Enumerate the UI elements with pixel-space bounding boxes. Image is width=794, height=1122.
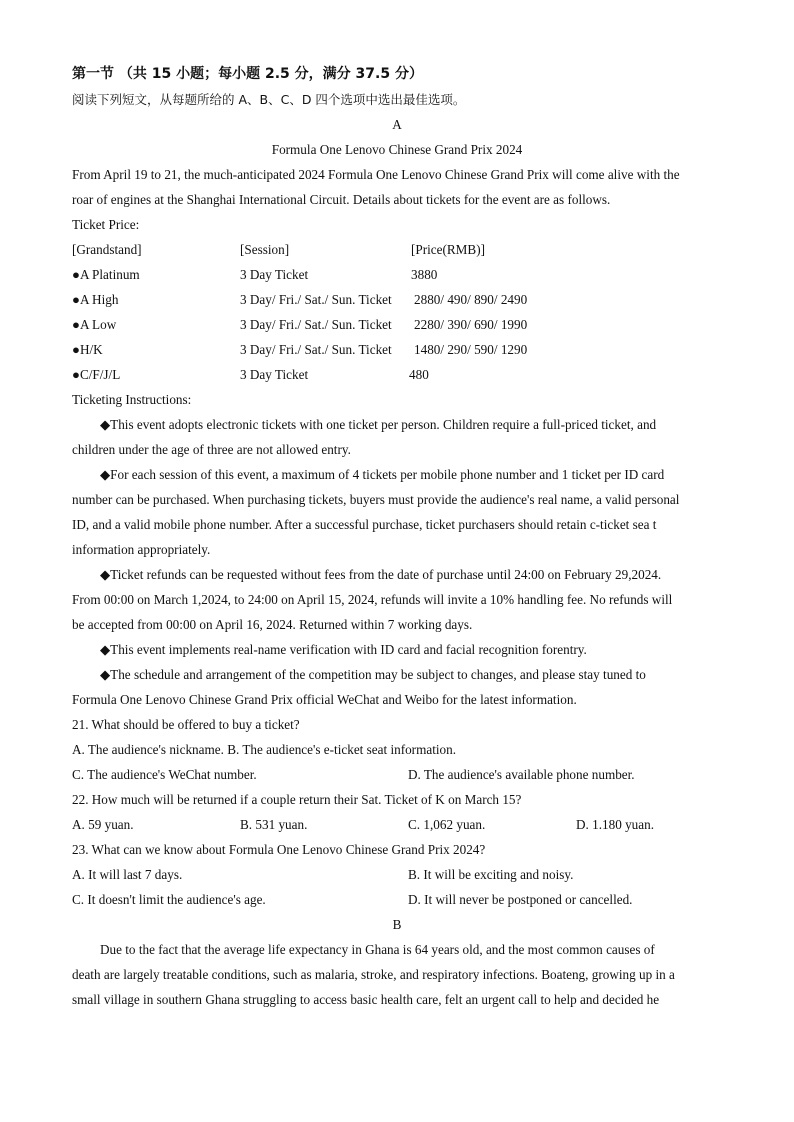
bullet-line: ◆For each session of this event, a maximum of 4 tickets per mobile phone number and 1 ticket per ID card — [100, 467, 665, 482]
bullet-line: information appropriately. — [72, 542, 211, 557]
ticket-table-header — [72, 237, 722, 262]
question-stem: 22. How much will be returned if a couple return their Sat. Ticket of K on March 15? — [72, 792, 522, 807]
passage-b-letter: B — [392, 917, 402, 932]
ticket-grandstand: ●H/K — [72, 342, 103, 357]
question-stem: 23. What can we know about Formula One Lenovo Chinese Grand Prix 2024? — [72, 842, 486, 857]
bullet-line: Formula One Lenovo Chinese Grand Prix official WeChat and Weibo for the latest information. — [72, 692, 577, 707]
question-options — [72, 887, 722, 912]
passage-b-line: Due to the fact that the average life expectancy in Ghana is 64 years old, and the most common causes of — [100, 942, 655, 957]
ticket-session: 3 Day/ Fri./ Sat./ Sun. Ticket — [240, 342, 392, 357]
option-a: A. 59 yuan. — [72, 817, 134, 832]
passage-b-line: small village in southern Ghana struggling to access basic health care, felt an urgent call to help and decided he — [72, 992, 660, 1007]
bullet-line: children under the age of three are not allowed entry. — [72, 442, 351, 457]
ticket-row — [72, 362, 722, 387]
exam-page — [72, 62, 722, 1012]
passage-a-letter: A — [392, 117, 402, 132]
ticket-session: 3 Day/ Fri./ Sat./ Sun. Ticket — [240, 317, 392, 332]
option-c: C. It doesn't limit the audience's age. — [72, 892, 266, 907]
ticket-price: 2280/ 390/ 690/ 1990 — [414, 317, 528, 332]
ticket-price: 2880/ 490/ 890/ 2490 — [414, 292, 528, 307]
ticket-grandstand: ●C/F/J/L — [72, 367, 121, 382]
ticket-session: 3 Day/ Fri./ Sat./ Sun. Ticket — [240, 292, 392, 307]
ticket-price: 3880 — [411, 267, 438, 282]
passage-a-intro: From April 19 to 21, the much-anticipated 2024 Formula One Lenovo Chinese Grand Prix will come alive with the — [72, 167, 680, 182]
bullet-line: ◆This event implements real-name verification with ID card and facial recognition forentry. — [100, 642, 587, 657]
question-options — [72, 762, 722, 787]
ticket-price: 480 — [409, 367, 429, 382]
bullet-line: be accepted from 00:00 on April 16, 2024. Returned within 7 working days. — [72, 617, 473, 632]
ticket-grandstand: ●A Platinum — [72, 267, 140, 282]
option-d: D. It will never be postponed or cancelled. — [408, 892, 633, 907]
header-price: [Price(RMB)] — [411, 242, 485, 257]
ticket-row — [72, 312, 722, 337]
option-d: D. 1.180 yuan. — [576, 817, 655, 832]
ticket-row — [72, 287, 722, 312]
bullet-line: From 00:00 on March 1,2024, to 24:00 on April 15, 2024, refunds will invite a 10% handling fee. No refunds will — [72, 592, 673, 607]
ticket-grandstand: ●A High — [72, 292, 119, 307]
ticket-grandstand: ●A Low — [72, 317, 117, 332]
passage-a-title: Formula One Lenovo Chinese Grand Prix 2024 — [271, 142, 523, 157]
instructions: 阅读下列短文，从每题所给的 A、B、C、D 四个选项中选出最佳选项。 — [72, 92, 466, 107]
question-options — [72, 862, 722, 887]
bullet-line: ◆Ticket refunds can be requested without fees from the date of purchase until 24:00 on February 29,2024. — [100, 567, 662, 582]
bullet-line: ID, and a valid mobile phone number. After a successful purchase, ticket purchasers should retain c-ticket sea t — [72, 517, 657, 532]
ticket-price: 1480/ 290/ 590/ 1290 — [414, 342, 528, 357]
ticket-session: 3 Day Ticket — [240, 267, 309, 282]
section-title: 第一节 （共 15 小题；每小题 2.5 分，满分 37.5 分） — [72, 66, 423, 82]
question-stem: 21. What should be offered to buy a ticket? — [72, 717, 300, 732]
bullet-line: ◆This event adopts electronic tickets with one ticket per person. Children require a full-priced ticket, and — [100, 417, 657, 432]
question-options: A. The audience's nickname. B. The audience's e-ticket seat information. — [72, 742, 457, 757]
passage-a-intro: roar of engines at the Shanghai International Circuit. Details about tickets for the event are as follows. — [72, 192, 611, 207]
bullet-line: ◆The schedule and arrangement of the competition may be subject to changes, and please stay tuned to — [100, 667, 646, 682]
header-grandstand: [Grandstand] — [72, 242, 142, 257]
option-b: B. It will be exciting and noisy. — [408, 867, 574, 882]
ticket-session: 3 Day Ticket — [240, 367, 309, 382]
ticket-row — [72, 262, 722, 287]
option-c: C. The audience's WeChat number. — [72, 767, 257, 782]
option-d: D. The audience's available phone number. — [408, 767, 635, 782]
bullet-line: number can be purchased. When purchasing tickets, buyers must provide the audience's real name, a valid personal — [72, 492, 680, 507]
question-options — [72, 812, 722, 837]
ticket-row — [72, 337, 722, 362]
option-a: A. It will last 7 days. — [72, 867, 183, 882]
passage-b-line: death are largely treatable conditions, such as malaria, stroke, and respiratory infections. Boateng, growing up in a — [72, 967, 675, 982]
header-session: [Session] — [240, 242, 290, 257]
ticketing-label: Ticketing Instructions: — [72, 392, 192, 407]
option-b: B. 531 yuan. — [240, 817, 308, 832]
option-c: C. 1,062 yuan. — [408, 817, 486, 832]
ticket-price-label: Ticket Price: — [72, 217, 140, 232]
